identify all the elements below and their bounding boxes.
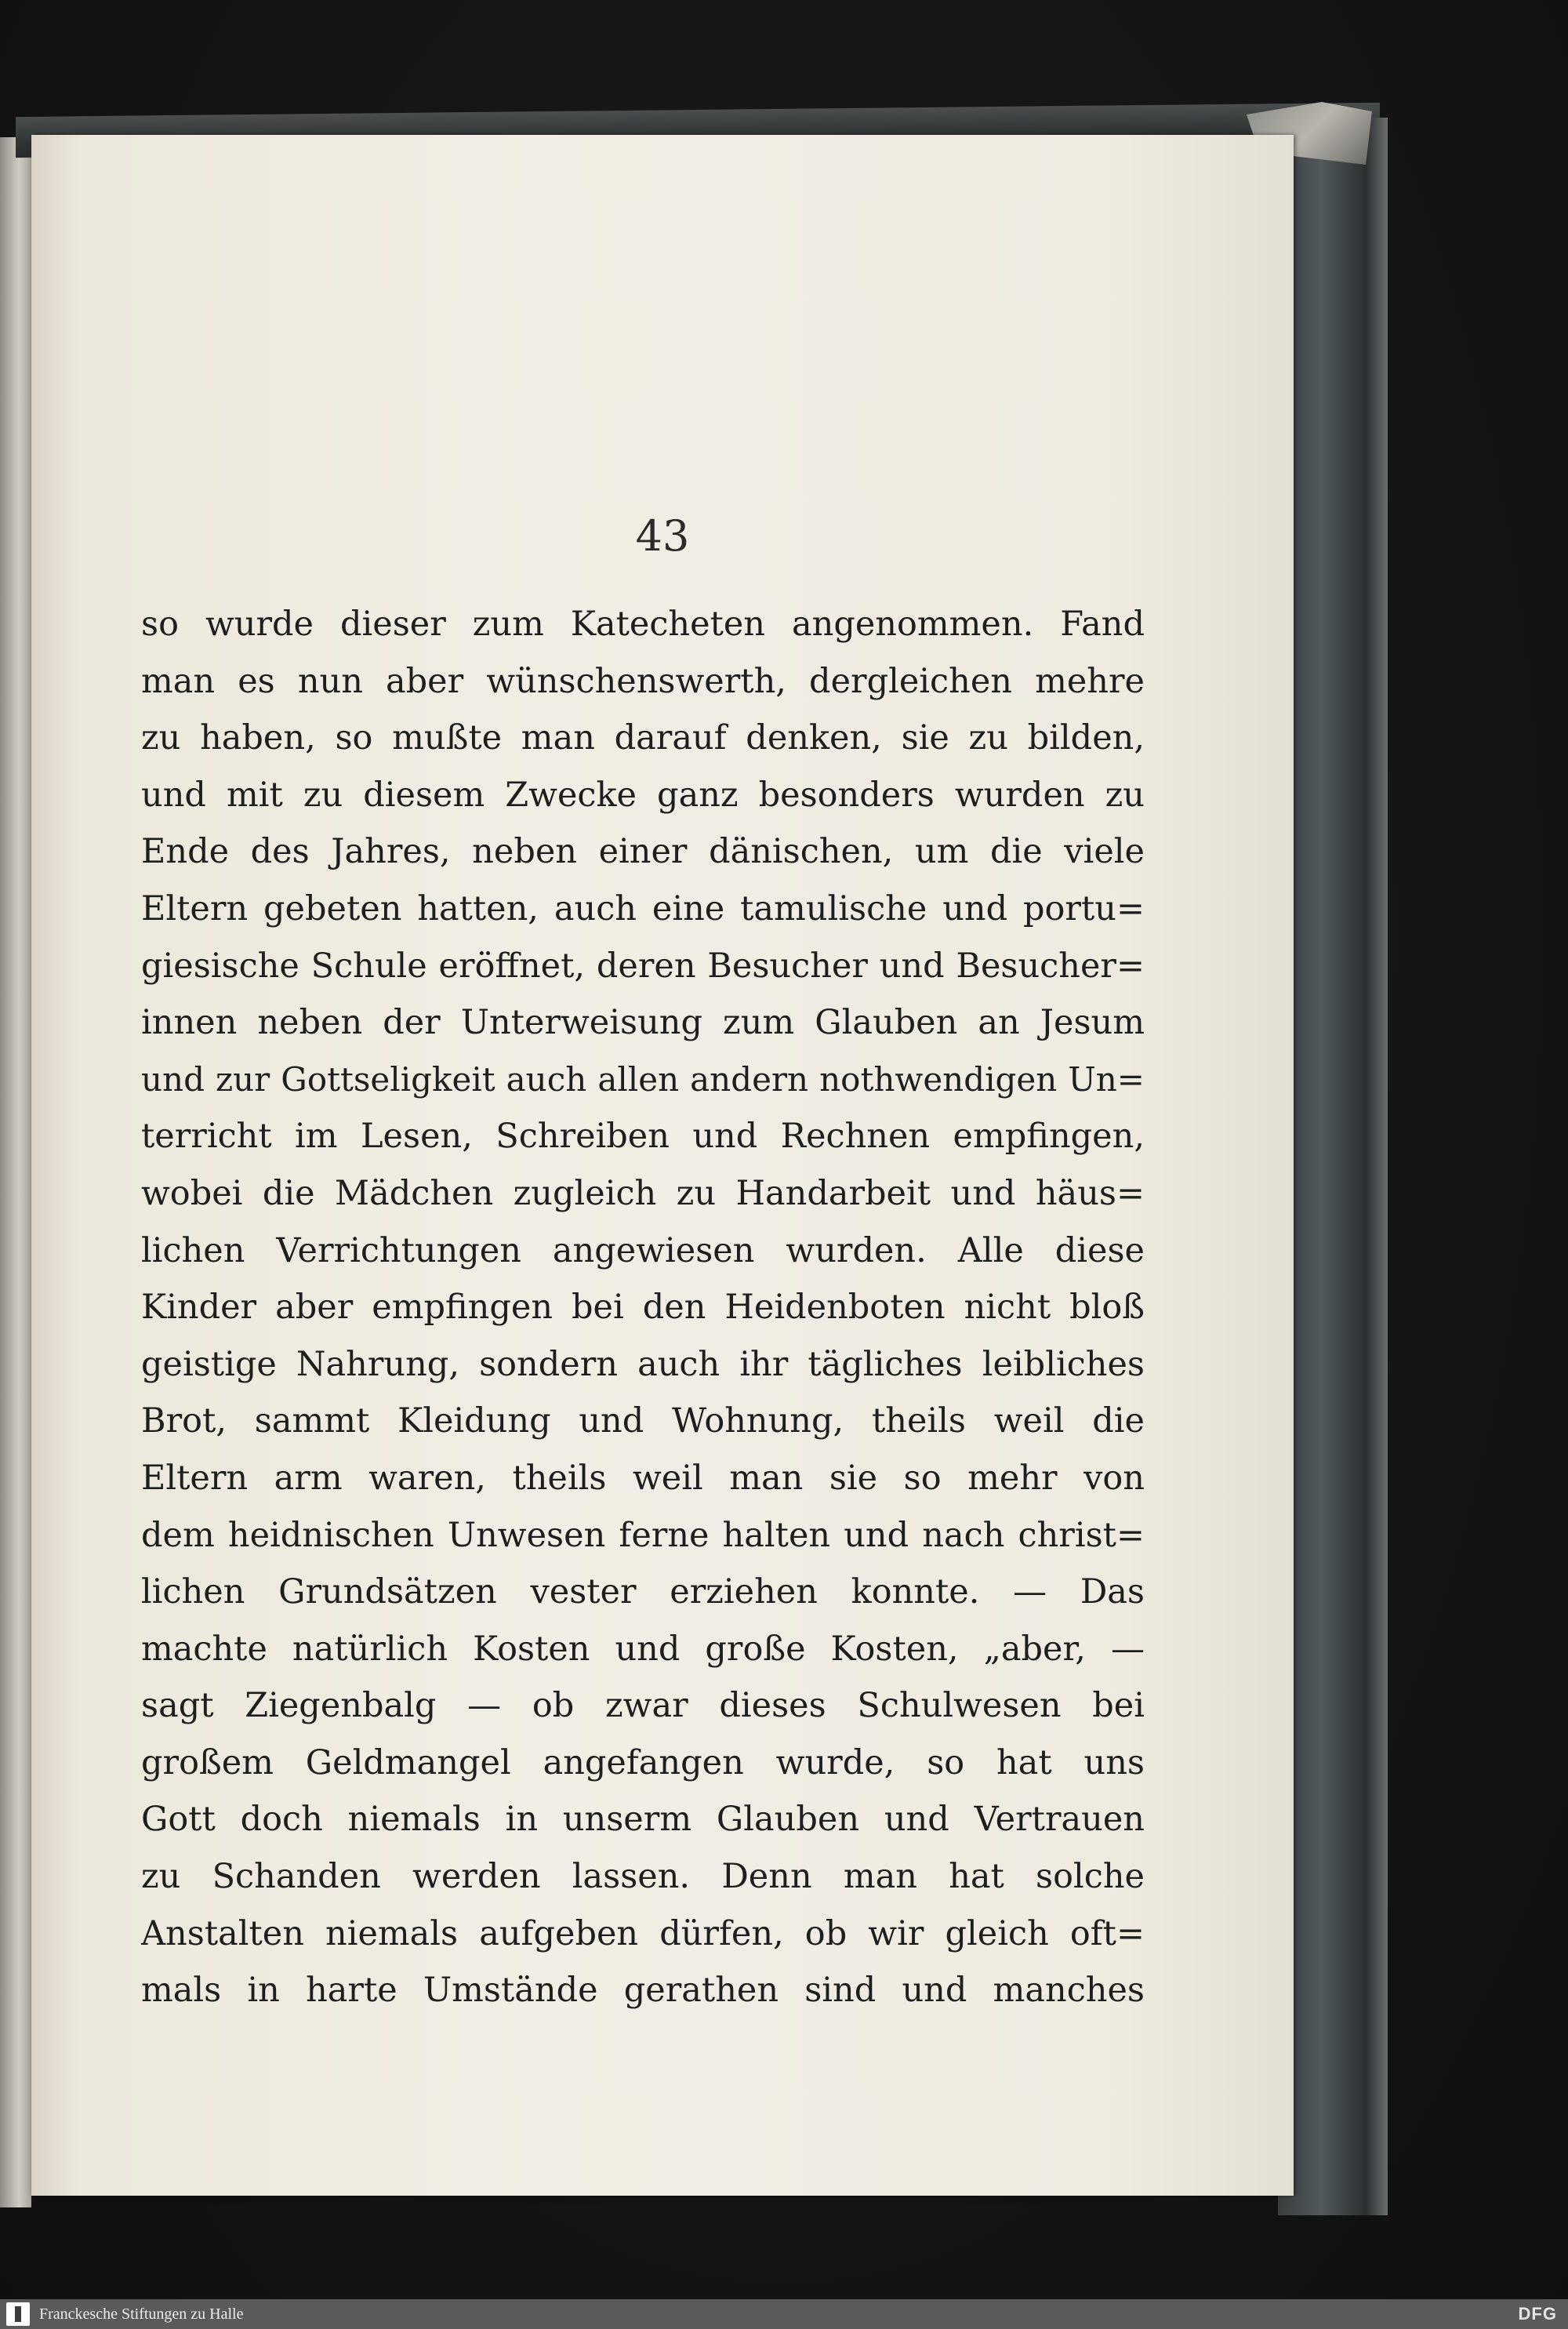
viewer-footer-bar	[0, 2299, 1568, 2329]
text-line: Gott doch niemals in unserm Glauben und Vertrauen	[141, 1800, 1145, 1840]
text-line: man es nun aber wünschenswerth, dergleichen mehre	[141, 661, 1145, 701]
text-line: sagt Ziegenbalg — ob zwar dieses Schulwesen bei	[141, 1686, 1145, 1726]
text-line: mals in harte Umstände gerathen sind und manches	[141, 1971, 1145, 2011]
text-line: Brot, sammt Kleidung und Wohnung, theils weil die	[141, 1401, 1145, 1441]
text-line: Kinder aber empfingen bei den Heidenboten nicht bloß	[141, 1288, 1145, 1328]
page-text-block	[141, 596, 1145, 2019]
text-line: giesische Schule eröffnet, deren Besucher und Besucher=	[141, 946, 1145, 986]
text-line: Anstalten niemals aufgeben dürfen, ob wir gleich oft=	[141, 1913, 1145, 1953]
page-number: 43	[635, 511, 690, 561]
book-page	[31, 135, 1294, 2196]
text-line: lichen Grundsätzen vester erziehen konnte. — Das	[141, 1572, 1145, 1612]
text-line: machte natürlich Kosten und große Kosten, „aber, —	[141, 1629, 1145, 1669]
text-line: lichen Verrichtungen angewiesen wurden. Alle diese	[141, 1230, 1145, 1270]
text-line: innen neben der Unterweisung zum Glauben an Jesum	[141, 1003, 1145, 1043]
text-line: terricht im Lesen, Schreiben und Rechnen empfingen,	[141, 1117, 1145, 1157]
text-line: zu haben, so mußte man darauf denken, sie zu bilden,	[141, 718, 1145, 758]
institution-logo-icon	[6, 2302, 30, 2326]
text-line: großem Geldmangel angefangen wurde, so hat uns	[141, 1742, 1145, 1782]
text-line: Eltern gebeten hatten, auch eine tamulische und portu=	[141, 888, 1145, 928]
book-cover-right-edge	[1278, 118, 1388, 2215]
text-line: Eltern arm waren, theils weil man sie so mehr von	[141, 1458, 1145, 1498]
text-line: und mit zu diesem Zwecke ganz besonders wurden zu	[141, 775, 1145, 815]
text-line: Ende des Jahres, neben einer dänischen, um die viele	[141, 832, 1145, 872]
text-line: wobei die Mädchen zugleich zu Handarbeit und häus=	[141, 1173, 1145, 1213]
text-line: und zur Gottseligkeit auch allen andern nothwendigen Un=	[141, 1059, 1145, 1099]
text-line: so wurde dieser zum Katecheten angenommen. Fand	[141, 605, 1145, 644]
dfg-logo: DFG	[1518, 2304, 1557, 2324]
institution-name: Franckesche Stiftungen zu Halle	[39, 2305, 244, 2323]
left-page-edge	[0, 137, 31, 2207]
text-line: zu Schanden werden lassen. Denn man hat solche	[141, 1857, 1145, 1897]
text-line: dem heidnischen Unwesen ferne halten und nach christ=	[141, 1515, 1145, 1555]
text-line: geistige Nahrung, sondern auch ihr tägliches leibliches	[141, 1344, 1145, 1384]
